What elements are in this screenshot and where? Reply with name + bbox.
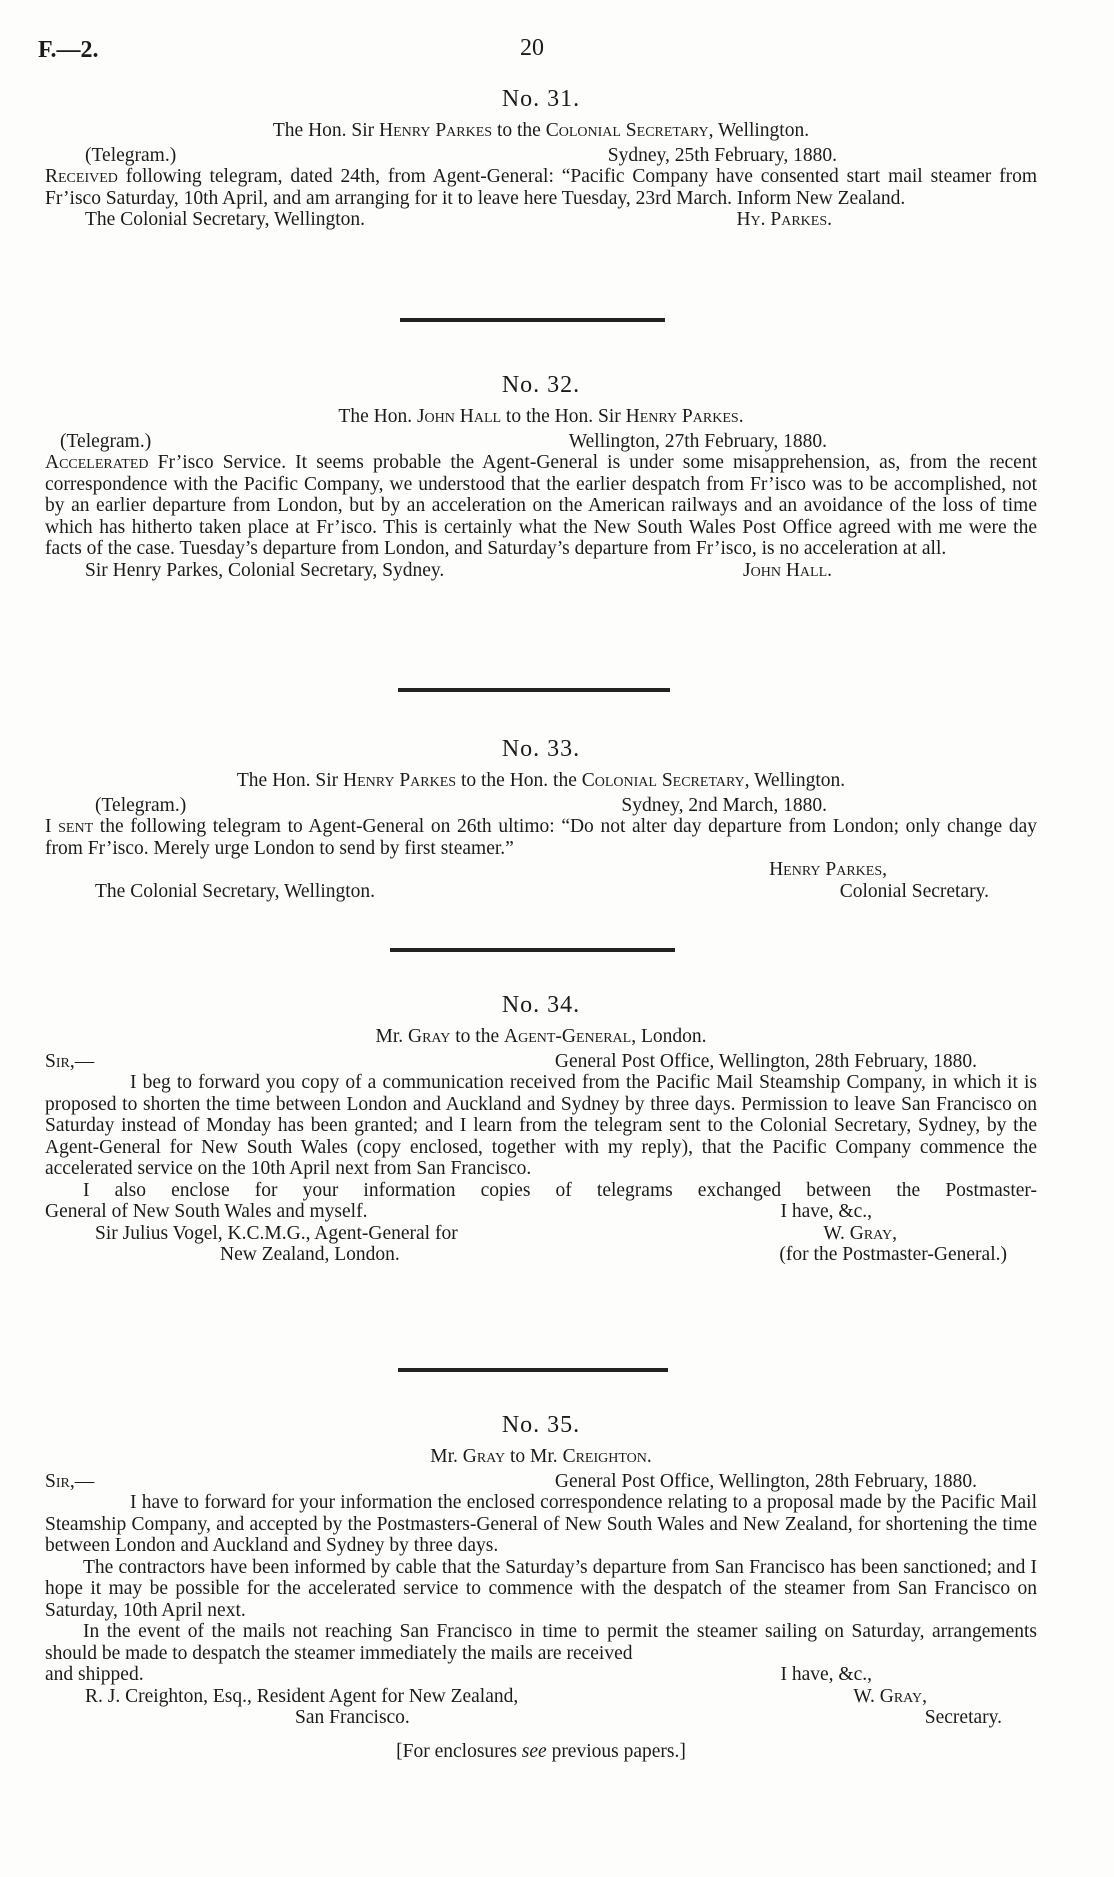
addressee: The Colonial Secretary, Wellington. — [85, 209, 366, 230]
addressee: Sir Julius Vogel, K.C.M.G., Agent-General for — [95, 1222, 458, 1244]
dateline — [45, 1051, 1037, 1073]
letter-number: No. 33. — [501, 736, 581, 762]
signature-row — [45, 1707, 1037, 1729]
letter-heading: The Hon. Sir Henry Parkes to the Hon. the Colonial Secretary, Wellington. — [236, 770, 846, 791]
page-number: 20 — [520, 35, 544, 61]
letter-paragraph: I have to forward for your information the enclosed correspondence relating to a proposal made by the Pacific Mail Steamship Company, and accepted by the Postmasters-General of New South Wales and New Zealand, for shortening the time between London and Auckland and Sydney by three days. — [45, 1492, 1037, 1556]
section-divider — [398, 1368, 668, 1372]
section-divider — [390, 948, 675, 952]
letter-body: I sent the following telegram to Agent-General on 26th ultimo: “Do not alter day departure from London; only change day from Fr’isco. Merely urge London to send by first steamer.” — [45, 816, 1037, 859]
closing-row — [45, 1201, 1037, 1223]
signature-title: Secretary. — [924, 1707, 1002, 1728]
addressee: San Francisco. — [295, 1707, 410, 1728]
place-date: Wellington, 27th February, 1880. — [568, 430, 827, 452]
addressee: New Zealand, London. — [220, 1244, 400, 1265]
dateline — [45, 431, 1037, 453]
signature-title: Colonial Secretary. — [839, 880, 989, 902]
letter-paragraph: The contractors have been informed by cable that the Saturday’s departure from San Francisco has been sanctioned; and I hope it may be possible for the accelerated service to commence with the despatch of the steamer from San Francisco on Saturday, 10th April next. — [45, 1556, 1037, 1621]
dateline — [45, 1471, 1037, 1493]
closing-row — [45, 560, 1037, 582]
letter-31 — [45, 84, 1037, 231]
signature: W. Gray, — [853, 1685, 927, 1707]
telegram-label: (Telegram.) — [95, 794, 187, 816]
signature: Henry Parkes, — [769, 859, 887, 880]
letter-34 — [45, 990, 1037, 1266]
addressee: R. J. Creighton, Esq., Resident Agent for New Zealand, — [85, 1685, 519, 1707]
letter-32 — [45, 370, 1037, 581]
letter-body: Received following telegram, dated 24th, from Agent-General: “Pacific Company have consented start mail steamer from Fr’isco Saturday, 10th April, and am arranging for it to leave here Tuesday, 23rd March. Inform New Zealand. — [45, 166, 1037, 209]
letter-number: No. 34. — [501, 992, 581, 1018]
letter-33 — [45, 734, 1037, 902]
letter-number: No. 31. — [501, 86, 581, 112]
place-date: Sydney, 25th February, 1880. — [607, 144, 837, 166]
dateline — [45, 145, 1037, 167]
addressee: The Colonial Secretary, Wellington. — [95, 880, 376, 902]
place-date: General Post Office, Wellington, 28th February, 1880. — [554, 1050, 977, 1072]
signature-row — [45, 1686, 1037, 1708]
closing-row — [45, 1664, 1037, 1686]
dateline — [45, 795, 1037, 817]
signature-row — [45, 1244, 1037, 1266]
salutation: Sir,— — [45, 1470, 95, 1492]
letter-heading: Mr. Gray to Mr. Creighton. — [430, 1446, 652, 1467]
letter-heading: Mr. Gray to the Agent-General, London. — [375, 1026, 707, 1047]
section-divider — [400, 318, 665, 322]
paper-reference: F.—2. — [38, 37, 99, 63]
letter-body: Accelerated Fr’isco Service. It seems probable the Agent-General is under some misapprehension, as, from the recent correspondence with the Pacific Company, we understood that the earlier despatch from Fr’isco was to be accomplished, not by an earlier departure from London, but by an acceleration on the American railways and an avoidance of the loss of time which has hitherto taken place at Fr’isco. This is certainly what the New South Wales Post Office agreed with me were the facts of the case. Tuesday’s departure from London, and Saturday’s departure from Fr’isco, is no acceleration at all. — [45, 452, 1037, 559]
letter-paragraph: I beg to forward you copy of a communication received from the Pacific Mail Steamship Company, in which it is proposed to shorten the time between London and Auckland and Sydney by three days. Permission to leave San Francisco on Saturday instead of Monday has been granted; and I learn from the telegram sent to the Colonial Secretary, Sydney, by the Agent-General for New South Wales (copy enclosed, together with my reply), that the Pacific Company commence the accelerated service on the 10th April next from San Francisco. — [45, 1072, 1037, 1179]
signature: John Hall. — [743, 559, 832, 581]
salutation: Sir,— — [45, 1050, 95, 1072]
letter-paragraph: I also enclose for your information copies of telegrams exchanged between the Postmaster- — [83, 1179, 1037, 1201]
closing-row — [45, 881, 1037, 903]
section-divider — [398, 688, 670, 692]
enclosures-note: [For enclosures see previous papers.] — [396, 1740, 686, 1762]
signature: W. Gray, — [823, 1222, 897, 1244]
signature-row — [45, 1223, 1037, 1245]
complimentary-close: I have, &c., — [780, 1201, 872, 1222]
letter-paragraph: In the event of the mails not reaching San Francisco in time to permit the steamer sailing on Saturday, arrangements should be made to despatch the steamer immediately the mails are received — [45, 1621, 1037, 1664]
letter-number: No. 35. — [501, 1412, 581, 1438]
signature: Hy. Parkes. — [736, 209, 832, 230]
closing-row — [45, 209, 1037, 231]
letter-number: No. 32. — [501, 372, 581, 398]
letter-heading: The Hon. Sir Henry Parkes to the Colonial Secretary, Wellington. — [272, 120, 810, 141]
place-date: Sydney, 2nd March, 1880. — [621, 794, 827, 816]
paragraph-end: General of New South Wales and myself. — [45, 1201, 368, 1222]
place-date: General Post Office, Wellington, 28th February, 1880. — [554, 1470, 977, 1492]
complimentary-close: I have, &c., — [780, 1664, 872, 1685]
signature-title: (for the Postmaster-General.) — [779, 1244, 1007, 1265]
addressee: Sir Henry Parkes, Colonial Secretary, Sydney. — [85, 559, 445, 581]
letter-35 — [45, 1410, 1037, 1762]
paragraph-end: and shipped. — [45, 1664, 144, 1685]
telegram-label: (Telegram.) — [85, 144, 177, 166]
telegram-label: (Telegram.) — [60, 430, 152, 452]
letter-heading: The Hon. John Hall to the Hon. Sir Henry Parkes. — [338, 406, 744, 427]
